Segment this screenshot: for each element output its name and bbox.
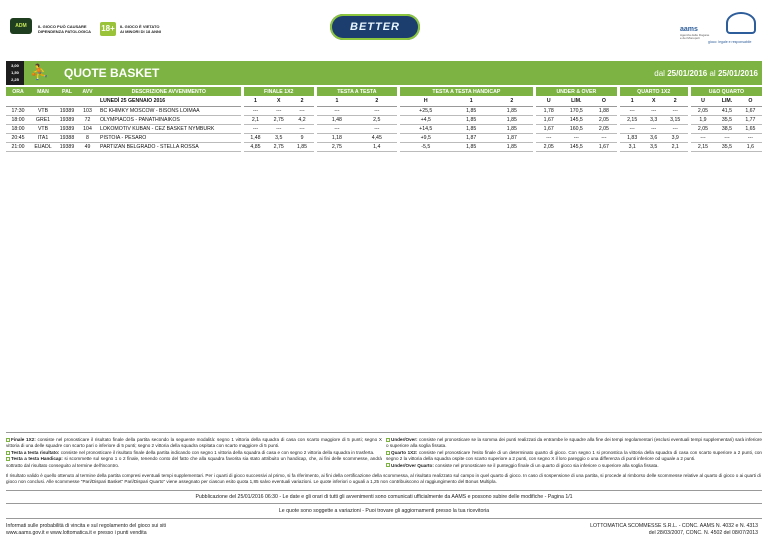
cell-odd: --- <box>315 124 356 133</box>
cell-ora: 18:00 <box>6 115 30 124</box>
note-under-over <box>386 437 762 450</box>
col-man: MAN <box>30 87 56 96</box>
cell-odd: +4,5 <box>398 115 452 124</box>
cell-odd: 1,6 <box>739 143 762 152</box>
divider <box>6 518 762 519</box>
subcol: 1 <box>452 96 491 106</box>
cell-odd: 1,78 <box>535 106 562 115</box>
cell-odd: 2,75 <box>267 115 290 124</box>
cell-odd: 1,83 <box>618 134 645 143</box>
cell-odd: --- <box>267 106 290 115</box>
cell-odd: 1,85 <box>452 106 491 115</box>
footer-line: Informati sulle probabilità di vincita e sul regolamento del gioco sui siti <box>6 523 167 529</box>
note-text: consiste nel pronosticare il risultato finale della partita indicando con segno 1 vittoria della squadra di casa e con segno 2 vittoria della squadra in trasferta. <box>59 449 375 455</box>
cell-odd: 2,75 <box>315 143 356 152</box>
cell-odd: +14,5 <box>398 124 452 133</box>
note-text: consiste nel pronosticare il risultato finale della partita secondo la seguente modalità: segno 1 vittoria della squadra di casa con scarto maggiore di 5 punti; segno X vittoria di una delle squadre con scarto pari o inferiore di 5 punti; segno 2 vittoria della squadra ospitata con scarto maggiore di 5 punti. <box>6 437 382 449</box>
table-subheader-row <box>6 96 762 106</box>
cell-odd: 1,85 <box>491 106 535 115</box>
cell-odd: 3,6 <box>645 134 663 143</box>
cell-odd: 1,85 <box>452 143 491 152</box>
cell-odd: --- <box>290 106 315 115</box>
cell-odd: 3,5 <box>645 143 663 152</box>
cell-ora: 17:30 <box>6 106 30 115</box>
cell-odd: 1,67 <box>535 124 562 133</box>
note-label: Testa a testa risultato: <box>11 449 60 455</box>
subcol: 2 <box>290 96 315 106</box>
cell-desc: BC KHIMKY MOSCOW - BISONS LOIMAA <box>97 106 242 115</box>
col-group-uo-quarto: U&O QUARTO <box>689 87 762 96</box>
warning-line: IL GIOCO PUÒ CAUSARE <box>38 24 87 29</box>
subcol: 2 <box>491 96 535 106</box>
cell-pal: 19389 <box>56 143 78 152</box>
divider <box>6 490 762 491</box>
note-label: Finale 1X2: <box>11 437 36 442</box>
cell-odd: 170,5 <box>561 106 591 115</box>
cell-avv: 72 <box>78 115 97 124</box>
divider <box>6 503 762 504</box>
note-text: consiste nel pronosticare l'esito finale di un determinato quarto di gioco. Con segno 1 si pronostica la vittoria della squadra di casa con scarto superiore a 2 punti, con segno 2 la vittoria della squadra ospite con scarto superiore a 2 punti, con segno X il loro pareggio o una differenza di punti inferiore od uguale a 2 punti. <box>386 449 762 462</box>
table-row <box>6 124 762 133</box>
aams-sub-line: Agenzia delle Dogane <box>680 33 710 37</box>
cell-odd: 1,67 <box>535 115 562 124</box>
cell-ora: 20:45 <box>6 134 30 143</box>
cell-odd: 3,3 <box>645 115 663 124</box>
cell-odd: --- <box>267 124 290 133</box>
cell-odd: 1,65 <box>739 124 762 133</box>
cell-odd: 3,1 <box>618 143 645 152</box>
cell-odd: --- <box>645 106 663 115</box>
cell-avv: 8 <box>78 134 97 143</box>
cell-pal: 19388 <box>56 134 78 143</box>
cell-odd: 1,48 <box>242 134 267 143</box>
subcol: U <box>689 96 715 106</box>
checkbox-icon <box>386 438 390 442</box>
cell-odd: --- <box>357 106 398 115</box>
note-handicap <box>6 456 382 469</box>
subcol: 2 <box>663 96 690 106</box>
warning-line: IL GIOCO È VIETATO <box>120 24 160 29</box>
cell-avv: 103 <box>78 106 97 115</box>
odds-label: 1,50 <box>11 70 19 75</box>
col-desc: DESCRIZIONE AVVENIMENTO <box>97 87 242 96</box>
checkbox-icon <box>386 463 390 467</box>
cell-odd: --- <box>715 134 739 143</box>
note-label: Quarto 1X2: <box>391 449 418 455</box>
col-group-testa-a-testa: TESTA A TESTA <box>315 87 398 96</box>
footer-line: www.aams.gov.it e www.lottomatica.it e presso i punti vendita <box>6 530 147 536</box>
cell-odd: 1,85 <box>452 115 491 124</box>
subcol: O <box>739 96 762 106</box>
cell-odd: 1,85 <box>290 143 315 152</box>
publication-info: Pubblicazione del 25/01/2016 06:30 - Le date e gli orari di tutti gli avvenimenti sono comunicati ufficialmente da AAMS e possono subire delle modifiche - Pagina 1/1 <box>195 494 573 500</box>
cell-odd: 1,67 <box>739 106 762 115</box>
cell-avv: 104 <box>78 124 97 133</box>
cell-odd: 4,45 <box>357 134 398 143</box>
cell-odd: 35,5 <box>715 115 739 124</box>
subcol: 1 <box>242 96 267 106</box>
warning-line: DIPENDENZA PATOLOGICA <box>38 29 91 34</box>
cell-odd: --- <box>663 124 690 133</box>
cell-odd: 1,85 <box>491 115 535 124</box>
subcol: O <box>591 96 618 106</box>
cell-odd: -5,5 <box>398 143 452 152</box>
cell-odd: --- <box>290 124 315 133</box>
cell-odd: 2,05 <box>535 143 562 152</box>
bicycle-icon <box>726 12 756 34</box>
cell-odd: 4,85 <box>242 143 267 152</box>
cell-man: EUADL <box>30 143 56 152</box>
table-row <box>6 143 762 152</box>
checkbox-icon <box>6 438 10 442</box>
cell-pal: 19389 <box>56 106 78 115</box>
cell-odd: --- <box>618 124 645 133</box>
cell-odd: 2,1 <box>663 143 690 152</box>
cell-odd: 1,18 <box>315 134 356 143</box>
subcol: LIM. <box>715 96 739 106</box>
subheader-blank <box>6 96 97 106</box>
cell-odd: 41,5 <box>715 106 739 115</box>
footer-line: del 28/03/2007, CONC. N. 4502 del 08/07/2013 <box>648 530 758 536</box>
table-row <box>6 134 762 143</box>
cell-man: VTB <box>30 106 56 115</box>
adm-logo: ADM <box>10 18 32 34</box>
cell-odd: 160,5 <box>561 124 591 133</box>
basketball-player-icon: ⛹ <box>30 64 49 81</box>
cell-odd: 2,15 <box>618 115 645 124</box>
date-range <box>654 69 758 78</box>
cell-man: VTB <box>30 124 56 133</box>
general-rules-note: Il risultato valido è quello ottenuto al termine della partita compresi eventuali tempi supplementari. Per i quarti di gioco successivi al primo, si fa riferimento, ai fini della certificazione della scommessa, al risultato realizzato sul campo in quel quarto di gioco. In caso di sospensione di una partita, si procede al rimborso delle scommesse relative al quarto di gioco o ai quarti di gioco non conclusi. Alle scommesse "Pari/Dispari Basket" Pari/Dispari Quarto" viene assegnato per ciascun esito quota 1,85 salvo eventuali variazioni. Le quote inferiori o uguali a 1,25 non contribuiscono al raggiungimento del Bonus Multipla. <box>6 473 761 485</box>
cell-odd: --- <box>315 106 356 115</box>
cell-odd: 2,15 <box>689 143 715 152</box>
cell-odd: 1,48 <box>315 115 356 124</box>
better-logo: BETTER <box>330 14 420 40</box>
cell-odd: --- <box>561 134 591 143</box>
cell-desc: PARTIZAN BELGRADO - STELLA ROSSA <box>97 143 242 152</box>
cell-odd: 2,75 <box>267 143 290 152</box>
col-avv: AVV <box>78 87 97 96</box>
col-group-handicap: TESTA A TESTA HANDICAP <box>398 87 534 96</box>
cell-odd: 145,5 <box>561 143 591 152</box>
cell-odd: 2,05 <box>689 106 715 115</box>
subcol: LIM. <box>561 96 591 106</box>
col-pal: PAL <box>56 87 78 96</box>
cell-odd: 9 <box>290 134 315 143</box>
cell-odd: 2,05 <box>591 115 618 124</box>
notes-right <box>386 437 762 469</box>
aams-subtitle <box>680 34 709 40</box>
cell-odd: 1,4 <box>357 143 398 152</box>
cell-odd: 4,2 <box>290 115 315 124</box>
cell-ora: 18:00 <box>6 124 30 133</box>
note-text: consiste nel pronosticare se la somma dei punti realizzati da entrambe le squadre alla fine dei tempi regolamentari (esclusi eventuali tempi supplementari) sarà inferiore o superiore alla soglia fissata. <box>386 437 762 449</box>
cell-odd: 1,87 <box>491 134 535 143</box>
cell-odd: --- <box>739 134 762 143</box>
note-text: si scommette sul segno 1 o 2 finale, tenendo conto del fatto che alla squadra favorita sia stato attribuito un handicap, che, ai fini delle scommesse, andrà sottratto dal risultato conseguito al termine dell'incontro. <box>6 456 382 468</box>
warning-line: AI MINORI DI 18 ANNI <box>120 29 161 34</box>
responsible-gaming-caption: gioco: legale e responsabile <box>708 40 752 44</box>
subcol: 2 <box>357 96 398 106</box>
cell-desc: LOKOMOTIV KUBAN - CEZ BASKET NYMBURK <box>97 124 242 133</box>
cell-odd: --- <box>242 124 267 133</box>
cell-odd: 1,88 <box>591 106 618 115</box>
cell-odd: 1,67 <box>591 143 618 152</box>
checkbox-icon <box>6 451 10 455</box>
subcol: X <box>645 96 663 106</box>
aams-logo: aams <box>680 26 698 33</box>
note-uo-quarto <box>386 463 762 469</box>
cell-odd: +9,5 <box>398 134 452 143</box>
cell-odd: --- <box>689 134 715 143</box>
cell-man: GRE1 <box>30 115 56 124</box>
odds-variation-note: Le quote sono soggette a variazioni - Puoi trovare gli aggiornamenti presso la tua ricevitoria <box>278 508 490 514</box>
footer-right <box>590 523 758 537</box>
cell-odd: --- <box>618 106 645 115</box>
cell-odd: 2,05 <box>591 124 618 133</box>
cell-odd: 35,5 <box>715 143 739 152</box>
cell-odd: --- <box>645 124 663 133</box>
cell-pal: 19389 <box>56 115 78 124</box>
footer-line: LOTTOMATICA SCOMMESSE S.R.L. - CONC. AAMS N. 4032 e N. 4313 <box>590 523 758 529</box>
cell-odd: 3,5 <box>267 134 290 143</box>
cell-odd: 3,9 <box>663 134 690 143</box>
cell-man: ITA1 <box>30 134 56 143</box>
note-label: Under/Over Quarto: <box>391 462 434 468</box>
table-header-row <box>6 87 762 96</box>
cell-odd: 3,15 <box>663 115 690 124</box>
date-from: 25/01/2016 <box>667 69 708 78</box>
subcol: X <box>267 96 290 106</box>
odds-logo <box>6 61 24 85</box>
divider <box>6 432 762 433</box>
cell-odd: 2,05 <box>689 124 715 133</box>
subcol: H <box>398 96 452 106</box>
note-text: consiste nel pronosticare se il punteggio finale di un quarto di gioco sia inferiore o superiore alla soglia fissata. <box>433 462 659 468</box>
notes-left <box>6 437 382 469</box>
age-18-badge: 18+ <box>100 22 116 36</box>
cell-odd: 1,77 <box>739 115 762 124</box>
note-label: Testa a testa Handicap: <box>11 456 63 462</box>
warning-addiction <box>38 24 91 34</box>
subcol: 1 <box>618 96 645 106</box>
cell-odd: --- <box>242 106 267 115</box>
subcol: U <box>535 96 562 106</box>
cell-odd: --- <box>663 106 690 115</box>
col-group-quarto-1x2: QUARTO 1X2 <box>618 87 689 96</box>
cell-odd: 2,1 <box>242 115 267 124</box>
cell-odd: 1,85 <box>452 124 491 133</box>
cell-odd: 38,5 <box>715 124 739 133</box>
col-ora: ORA <box>6 87 30 96</box>
cell-odd: 1,85 <box>491 143 535 152</box>
odds-label: 2,25 <box>11 77 19 82</box>
table-row <box>6 106 762 115</box>
note-label: Under/Over: <box>391 437 418 442</box>
cell-odd: +25,5 <box>398 106 452 115</box>
checkbox-icon <box>386 451 390 455</box>
page-title: QUOTE BASKET <box>64 66 160 80</box>
cell-odd: 145,5 <box>561 115 591 124</box>
date-prefix: dal <box>654 69 665 78</box>
cell-odd: 1,9 <box>689 115 715 124</box>
aams-sub-line: e dei Monopoli <box>680 36 700 40</box>
cell-odd: 1,85 <box>491 124 535 133</box>
top-header <box>0 0 768 60</box>
subcol: 1 <box>315 96 356 106</box>
col-group-finale-1x2: FINALE 1X2 <box>242 87 315 96</box>
event-date: LUNEDÌ 25 GENNAIO 2016 <box>97 96 242 106</box>
warning-minors <box>120 24 161 34</box>
date-to: 25/01/2016 <box>717 69 758 78</box>
cell-avv: 49 <box>78 143 97 152</box>
cell-odd: --- <box>357 124 398 133</box>
cell-desc: OLYMPIACOS - PANATHINAIKOS <box>97 115 242 124</box>
note-quarto <box>386 450 762 463</box>
cell-odd: --- <box>591 134 618 143</box>
date-mid: al <box>709 69 716 78</box>
cell-ora: 21:00 <box>6 143 30 152</box>
cell-odd: 2,5 <box>357 115 398 124</box>
odds-table <box>6 87 762 152</box>
note-finale <box>6 437 382 450</box>
odds-label: 3,00 <box>11 63 19 68</box>
col-group-under-over: UNDER & OVER <box>535 87 619 96</box>
cell-desc: PISTOIA - PESARO <box>97 134 242 143</box>
footer-left <box>6 523 166 537</box>
table-row <box>6 115 762 124</box>
checkbox-icon <box>6 457 10 461</box>
cell-pal: 19389 <box>56 124 78 133</box>
cell-odd: 1,87 <box>452 134 491 143</box>
cell-odd: --- <box>535 134 562 143</box>
